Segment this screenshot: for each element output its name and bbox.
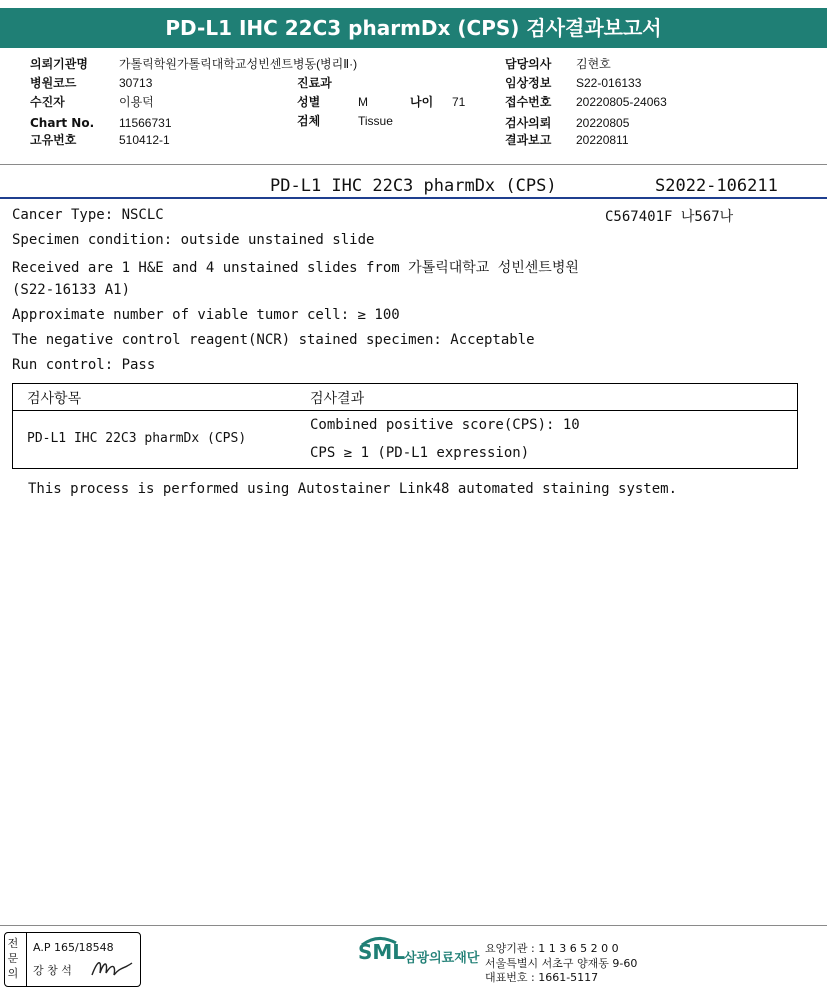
- sex-label: 성별: [297, 95, 321, 109]
- id-label: 고유번호: [30, 133, 77, 147]
- col-header-item: 검사항목: [27, 391, 82, 407]
- specimen-code: C567401F 나567나: [605, 209, 734, 225]
- signature-icon: [90, 955, 134, 981]
- institution-row: [30, 57, 88, 71]
- report-line: (S22-16133 A1): [12, 282, 131, 298]
- age-label: 나이: [410, 95, 434, 109]
- specimen-value: Tissue: [358, 114, 393, 128]
- report-line: Approximate number of viable tumor cell: ≥ 100: [12, 307, 400, 323]
- age-value: 71: [452, 95, 466, 109]
- report-date-label: 결과보고: [505, 133, 552, 147]
- hospital-code-label: 병원코드: [30, 76, 77, 90]
- patient-label: 수진자: [30, 95, 65, 109]
- report-title: PD-L1 IHC 22C3 pharmDx (CPS) 검사결과보고서: [0, 8, 827, 48]
- pathologist-box-divider: [26, 932, 27, 986]
- dept-label: 진료과: [297, 76, 332, 90]
- org-phone: 대표번호 : 1661-5117: [485, 971, 599, 984]
- process-note: This process is performed using Autostainer Link48 automated staining system.: [28, 481, 678, 497]
- report-date-value: 20220811: [576, 133, 629, 147]
- sex-value: M: [358, 95, 368, 109]
- pathologist-name: 강 창 석: [33, 964, 72, 977]
- result-table-divider: [12, 410, 798, 411]
- request-label: 검사의뢰: [505, 116, 552, 130]
- clinical-value: S22-016133: [576, 76, 642, 90]
- result-cps-interpretation: CPS ≥ 1 (PD-L1 expression): [310, 445, 530, 461]
- col-header-result: 검사결과: [310, 391, 365, 407]
- footer-divider: [0, 925, 827, 926]
- report-line: The negative control reagent(NCR) stained specimen: Acceptable: [12, 332, 535, 348]
- report-line: Specimen condition: outside unstained slide: [12, 232, 375, 248]
- org-address: 서울특별시 서초구 양재동 9-60: [485, 957, 638, 970]
- specimen-label: 검체: [297, 114, 321, 128]
- header-divider: [0, 164, 827, 165]
- test-name: PD-L1 IHC 22C3 pharmDx (CPS): [270, 176, 557, 196]
- id-value: 510412-1: [119, 133, 170, 147]
- institution-value: 가톨릭학원가톨릭대학교성빈센트병동(병리Ⅱ·): [119, 57, 358, 71]
- receipt-value: 20220805-24063: [576, 95, 667, 109]
- request-value: 20220805: [576, 116, 630, 130]
- ap-number: A.P 165/18548: [33, 941, 114, 954]
- report-line: Received are 1 H&E and 4 unstained slides from 가톨릭대학교 성빈센트병원: [12, 260, 579, 276]
- report-line: Run control: Pass: [12, 357, 156, 373]
- doctor-label: 담당의사: [505, 57, 552, 71]
- doctor-value: 김현호: [576, 57, 611, 71]
- receipt-label: 접수번호: [505, 95, 552, 109]
- patient-value: 이용덕: [119, 95, 154, 109]
- institution-label: 의뢰기관명: [30, 57, 88, 71]
- result-cps-score: Combined positive score(CPS): 10: [310, 417, 580, 433]
- report-divider: [0, 197, 827, 199]
- report-line: Cancer Type: NSCLC: [12, 207, 164, 223]
- chart-value: 11566731: [119, 116, 172, 130]
- case-number: S2022-106211: [655, 176, 778, 196]
- hospital-code-value: 30713: [119, 76, 153, 90]
- specialist-label: 전 문 의: [7, 937, 19, 980]
- sml-logo-korean: 삼광의료재단: [404, 951, 480, 966]
- org-code: 요양기관 : 1 1 3 6 5 2 0 0: [485, 942, 619, 955]
- sml-logo: SML: [358, 940, 406, 964]
- result-item: PD-L1 IHC 22C3 pharmDx (CPS): [27, 431, 247, 446]
- chart-label: Chart No.: [30, 116, 95, 130]
- clinical-label: 임상정보: [505, 76, 552, 90]
